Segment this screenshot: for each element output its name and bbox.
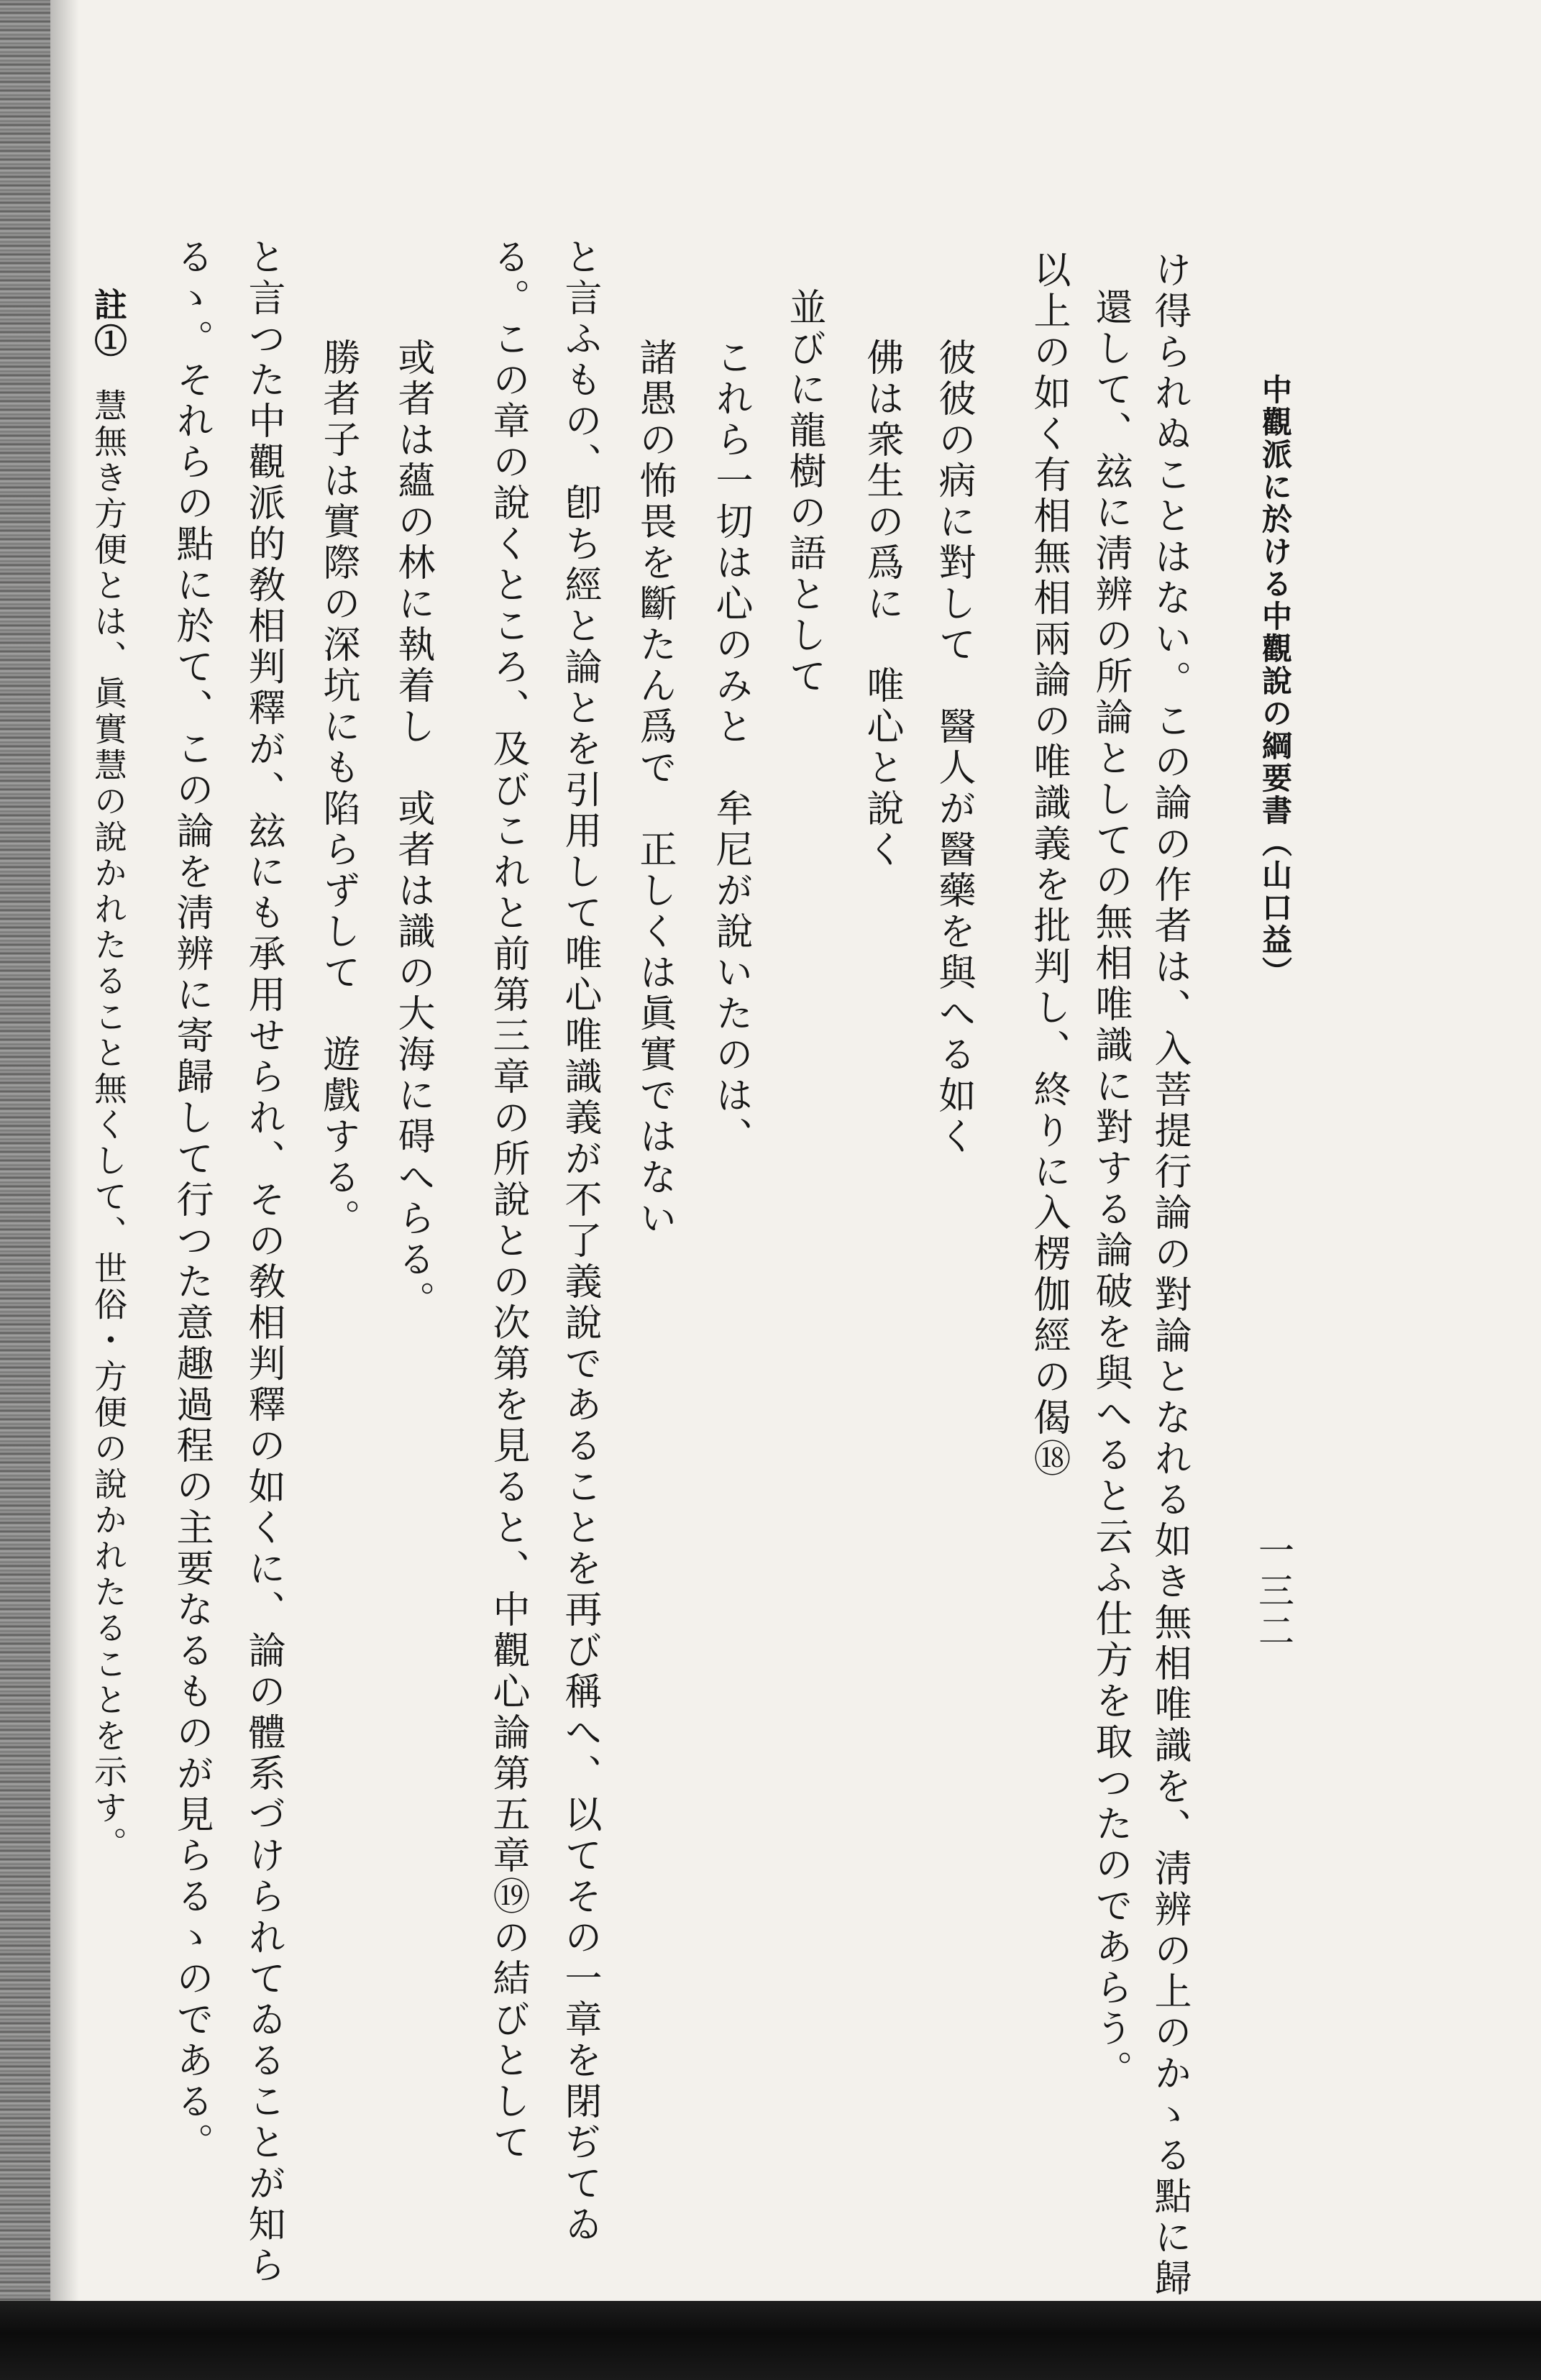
body-line-4: 並びに龍樹の語として	[782, 288, 826, 697]
running-title: 中觀派に於ける中觀說の綱要書（山口益）	[1258, 374, 1293, 989]
verse-line-2: 佛は衆生の爲に 唯心と說く	[860, 338, 903, 871]
gutter-shadow	[50, 0, 79, 2380]
body-line-3: 以上の如く有相無相兩論の唯識義を批判し、終りに入楞伽經の偈⑱	[1027, 250, 1070, 1480]
body-line-5: と言ふもの、卽ち經と論とを引用して唯心唯識義が不了義說であることを再び稱へ、以てその一章を閉ぢてゐ	[558, 237, 601, 2246]
verse-line-5: 或者は蘊の林に執着し 或者は識の大海に碍へらる。	[391, 338, 434, 1322]
body-line-6: る。この章の說くところ、及びこれと前第三章の所說との次第を見ると、中觀心論第五章⑲の結びとして	[486, 237, 529, 2164]
body-line-2: 還して、玆に淸辨の所論としての無相唯識に對する論破を與へると云ふ仕方を取つたのであらう。	[1089, 288, 1132, 2091]
footnote-text: 慧無き方便とは、眞實慧の說かれたること無くして、世俗・方便の說かれたることを示す。	[89, 388, 128, 1862]
footnote-mark: 註①	[89, 288, 128, 360]
scanned-gutter-edge	[0, 0, 50, 2380]
verse-line-4: 諸愚の怖畏を斷たん爲で 正しくは眞實ではない	[633, 338, 676, 1240]
body-line-1: け得られぬことはない。この論の作者は、入菩提行論の對論となれる如き無相唯識を、淸辨の上のかゝる點に歸	[1148, 250, 1191, 2299]
body-line-7: と言つた中觀派的敎相判釋が、玆にも承用せられ、その敎相判釋の如くに、論の體系づけられてゐることが知ら	[242, 237, 285, 2287]
verse-line-3: これら一切は心のみと 牟尼が說いたのは、	[709, 338, 752, 1158]
page-number: 一三二	[1253, 1532, 1294, 1652]
verse-line-1: 彼彼の病に對して 醫人が醫藥を與へる如く	[932, 338, 975, 1158]
body-line-8: るゝ。それらの點に於て、この論を淸辨に寄歸して行つた意趣過程の主要なるものが見らるゝのである。	[170, 237, 213, 2164]
verse-line-6: 勝者子は實際の深坑にも陷らずして 遊戲する。	[316, 338, 360, 1240]
scanned-bottom-edge	[0, 2301, 1541, 2380]
